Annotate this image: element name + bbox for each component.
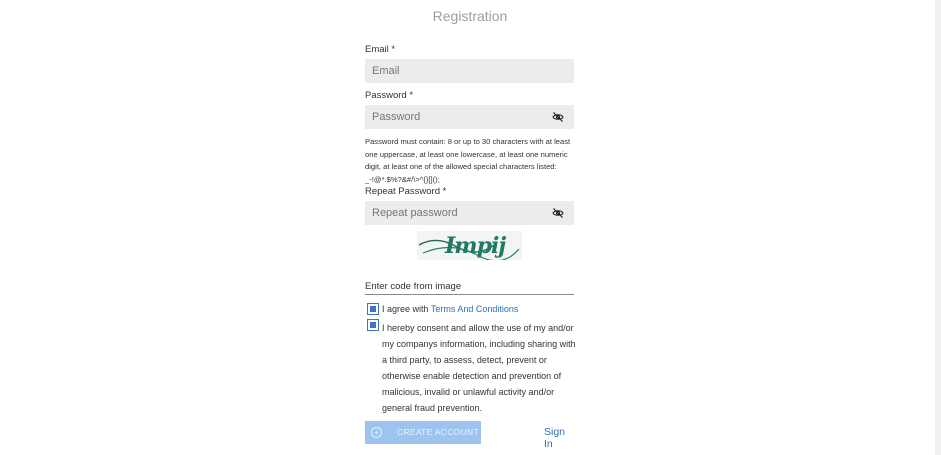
password-label: Password * bbox=[365, 90, 414, 101]
password-hint: Password must contain: 8 or up to 30 characters with at least one uppercase, at least one lowercase, at least one numeric digit, at least one of the allowed special characters listed: _-!@*.$%?&#/\>^{}[](); bbox=[365, 137, 571, 184]
consent-checkbox[interactable] bbox=[367, 319, 379, 331]
email-label: Email * bbox=[365, 44, 396, 55]
email-field[interactable] bbox=[365, 59, 574, 83]
page-scrollbar[interactable] bbox=[935, 0, 941, 455]
terms-text bbox=[382, 304, 518, 314]
password-field[interactable] bbox=[365, 105, 574, 129]
page-title: Registration bbox=[432, 8, 508, 24]
eye-off-icon[interactable] bbox=[552, 207, 564, 219]
captcha-image bbox=[417, 231, 522, 260]
svg-text:Impij: Impij bbox=[445, 233, 506, 259]
terms-link[interactable]: Terms And Conditions bbox=[430, 304, 519, 314]
plus-circle-icon: + bbox=[371, 427, 382, 438]
create-account-button[interactable] bbox=[365, 421, 481, 444]
eye-off-icon[interactable] bbox=[552, 111, 564, 123]
terms-checkbox[interactable] bbox=[367, 303, 379, 315]
terms-prefix: I agree with bbox=[382, 304, 431, 314]
repeat-password-label: Repeat Password * bbox=[365, 186, 447, 197]
consent-text: I hereby consent and allow the use of my and/or my companys information, including sharing with a third party, to assess, detect, prevent or otherwise enable detection and prevention of malicious, invalid or unlawful activity and/or general fraud prevention. bbox=[382, 323, 576, 413]
sign-in-link[interactable]: Sign In bbox=[544, 426, 566, 450]
captcha-code-underline bbox=[365, 294, 574, 295]
create-account-label: CREATE ACCOUNT bbox=[397, 427, 479, 437]
repeat-password-field[interactable] bbox=[365, 201, 574, 225]
captcha-code-label[interactable]: Enter code from image bbox=[365, 281, 462, 292]
